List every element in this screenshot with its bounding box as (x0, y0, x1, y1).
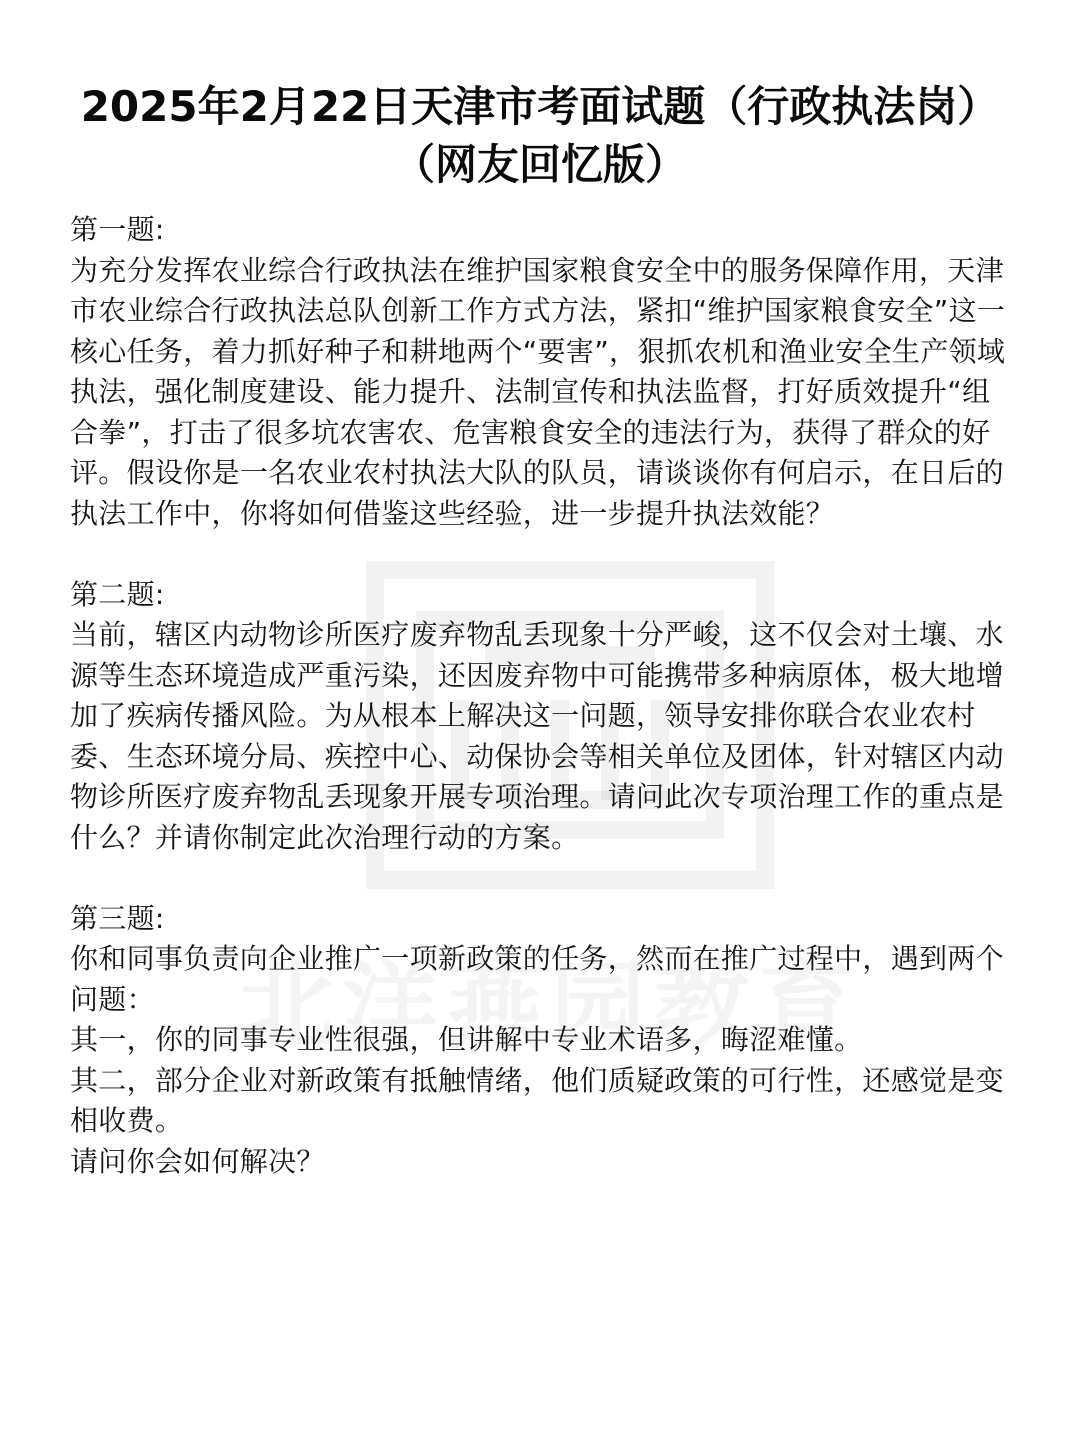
question-3 (70, 899, 1015, 1183)
question-2-body: 当前，辖区内动物诊所医疗废弃物乱丢现象十分严峻，这不仅会对土壤、水源等生态环境造成严重污染，还因废弃物中可能携带多种病原体，极大地增加了疾病传播风险。为从根本上解决这一问题，领导安排你联合农业农村委、生态环境分局、疾控中心、动保协会等相关单位及团体，针对辖区内动物诊所医疗废弃物乱丢现象开展专项治理。请问此次专项治理工作的重点是什么？并请你制定此次治理行动的方案。 (70, 618, 1004, 854)
question-3-line-2: 其一，你的同事专业性很强，但讲解中专业术语多，晦涩难懂。 (70, 1023, 863, 1056)
question-1-body: 为充分发挥农业综合行政执法在维护国家粮食安全中的服务保障作用，天津市农业综合行政执法总队创新工作方式方法，紧扣“维护国家粮食安全”这一核心任务，着力抓好种子和耕地两个“要害”，狠抓农机和渔业安全生产领域执法，强化制度建设、能力提升、法制宣传和执法监督，打好质效提升“组合拳”，打击了很多坑农害农、危害粮食安全的违法行为，获得了群众的好评。假设你是一名农业农村执法大队的队员，请谈谈你有何启示，在日后的执法工作中，你将如何借鉴这些经验，进一步提升执法效能？ (70, 253, 1006, 530)
question-1-heading: 第一题: (70, 213, 165, 246)
question-3-heading: 第三题: (70, 901, 165, 935)
question-3-line-1: 你和同事负责向企业推广一项新政策的任务，然而在推广过程中，遇到两个问题： (70, 942, 1004, 1016)
question-3-line-3: 其二，部分企业对新政策有抵触情绪，他们质疑政策的可行性，还感觉是变相收费。 (70, 1063, 1004, 1137)
page-title (40, 78, 1040, 194)
question-2-heading: 第二题: (70, 577, 165, 611)
title-line-2: （网友回忆版） (392, 140, 687, 189)
question-1 (70, 210, 1015, 534)
question-3-line-4: 请问你会如何解决？ (70, 1144, 325, 1178)
questions-content (70, 210, 1015, 1223)
title-line-1: 2025年2月22日天津市考面试题（行政执法岗） (80, 82, 1000, 131)
question-2 (70, 575, 1015, 859)
